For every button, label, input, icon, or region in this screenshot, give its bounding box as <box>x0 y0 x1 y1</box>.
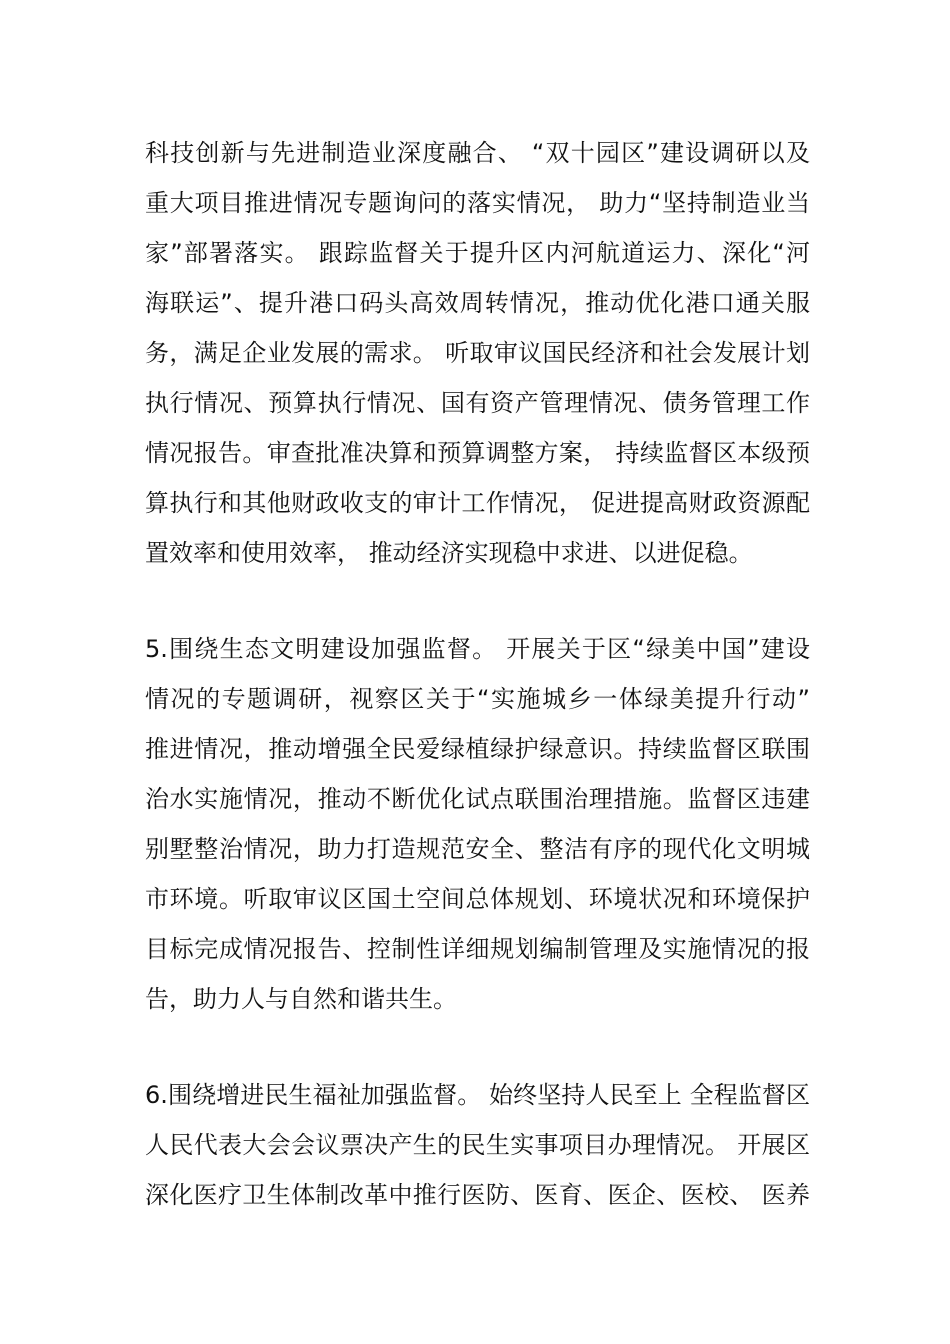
paragraph-economic-supervision <box>145 128 810 578</box>
text-line: 5.围绕生态文明建设加强监督。 开展关于区“绿美中国”建设 <box>145 635 810 663</box>
text-line: 情况的专题调研，视察区关于“实施城乡一体绿美提升行动” <box>145 685 810 713</box>
text-line: 置效率和使用效率， 推动经济实现稳中求进、以进促稳。 <box>145 539 753 567</box>
text-line: 情况报告。审查批准决算和预算调整方案， 持续监督区本级预 <box>145 439 810 467</box>
text-line: 深化医疗卫生体制改革中推行医防、医育、医企、医校、 医养 <box>145 1181 810 1209</box>
text-line: 推进情况，推动增强全民爱绿植绿护绿意识。持续监督区联围 <box>145 735 810 763</box>
text-line: 治水实施情况，推动不断优化试点联围治理措施。监督区违建 <box>145 785 810 813</box>
text-line: 告，助力人与自然和谐共生。 <box>145 985 457 1013</box>
text-line: 执行情况、预算执行情况、国有资产管理情况、债务管理工作 <box>145 389 810 417</box>
paragraph-livelihood-supervision <box>145 1070 810 1220</box>
text-line: 算执行和其他财政收支的审计工作情况， 促进提高财政资源配 <box>145 489 810 517</box>
text-line: 6.围绕增进民生福祉加强监督。 始终坚持人民至上 全程监督区 <box>145 1081 810 1109</box>
text-line: 务，满足企业发展的需求。 听取审议国民经济和社会发展计划 <box>145 339 810 367</box>
text-line: 家”部署落实。 跟踪监督关于提升区内河航道运力、深化“河 <box>145 239 810 267</box>
text-line: 目标完成情况报告、控制性详细规划编制管理及实施情况的报 <box>145 935 810 963</box>
text-line: 海联运”、提升港口码头高效周转情况，推动优化港口通关服 <box>145 289 810 317</box>
text-line: 别墅整治情况，助力打造规范安全、整洁有序的现代化文明城 <box>145 835 810 863</box>
text-line: 科技创新与先进制造业深度融合、 “双十园区”建设调研以及 <box>145 139 810 167</box>
text-line: 重大项目推进情况专题询问的落实情况， 助力“坚持制造业当 <box>145 189 810 217</box>
text-line: 市环境。听取审议区国土空间总体规划、环境状况和环境保护 <box>145 885 810 913</box>
text-line: 人民代表大会会议票决产生的民生实事项目办理情况。 开展区 <box>145 1131 810 1159</box>
paragraph-ecological-supervision <box>145 624 810 1024</box>
